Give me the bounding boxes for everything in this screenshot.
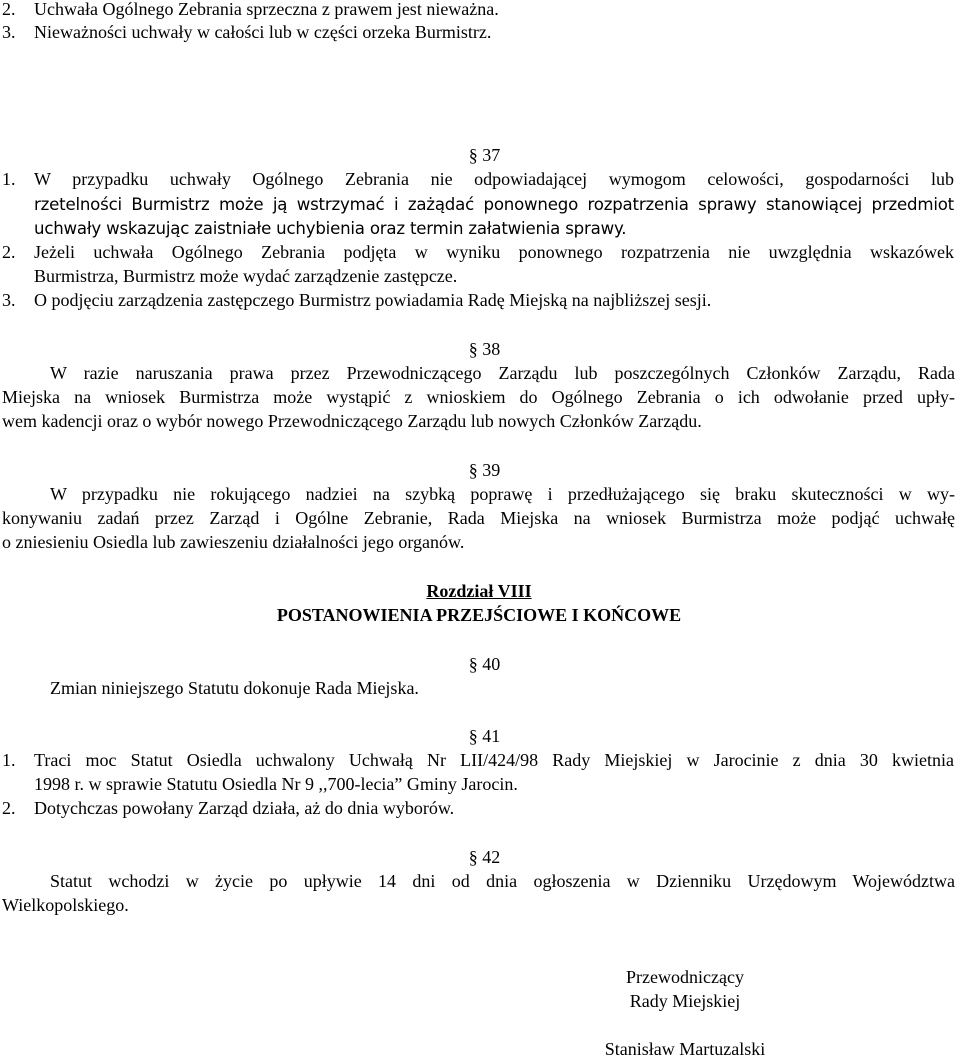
list-text: Dotychczas powołany Zarząd działa, aż do dnia wyborów. xyxy=(34,798,455,818)
section-heading-40 xyxy=(0,653,958,676)
list-text: W przypadku uchwały Ogólnego Zebrania nie odpowiadającej wymogom celowości, gospodarności lub xyxy=(34,169,954,189)
s38-line-2: Miejska na wniosek Burmistrza może wystąpić z wnioskiem do Ogólnego Zebrania o ich odwołanie przed upły- xyxy=(2,387,955,407)
section-number: 39 xyxy=(482,460,501,480)
section-number: 42 xyxy=(482,847,501,867)
list-text: 1998 r. w sprawie Statutu Osiedla Nr 9 ,,700-lecia” Gminy Jarocin. xyxy=(34,774,518,794)
section-sign: § xyxy=(468,726,478,746)
s39-line-2: konywaniu zadań przez Zarząd i Ogólne Zebranie, Rada Miejska na wniosek Burmistrza może podjąć uchwałę xyxy=(2,508,955,528)
chapter-title: Rozdział VIII xyxy=(426,581,532,601)
s38-line-3: wem kadencji oraz o wybór nowego Przewodniczącego Zarządu lub nowych Członków Zarządu. xyxy=(2,411,702,431)
section-sign: § xyxy=(468,145,478,165)
section-number: 38 xyxy=(482,339,501,359)
section-number: 41 xyxy=(482,726,501,746)
section-heading-38 xyxy=(0,338,958,361)
list-text: Burmistrza, Burmistrz może wydać zarządzenie zastępcze. xyxy=(34,266,458,286)
list-number: 2. xyxy=(2,242,16,262)
list-text: rzetelności Burmistrz może ją wstrzymać i zażądać ponownego rozpatrzenia sprawy stanowiącej przedmiot xyxy=(34,195,954,214)
list-text: Uchwała Ogólnego Zebrania sprzeczna z prawem jest nieważna. xyxy=(34,0,499,19)
list-number: 2. xyxy=(2,798,16,818)
signature-name: Stanisław Martuzalski xyxy=(604,1039,766,1059)
s39-line-3: o zniesieniu Osiedla lub zawieszeniu działalności jego organów. xyxy=(2,532,465,552)
section-sign: § xyxy=(468,654,478,674)
section-number: 40 xyxy=(482,654,501,674)
list-text: Traci moc Statut Osiedla uchwalony Uchwałą Nr LII/424/98 Rady Miejskiej w Jarocinie z dnia 30 kwietnia xyxy=(34,750,954,770)
signature-role-line-2: Rady Miejskiej xyxy=(629,991,741,1011)
s42-line-1: Statut wchodzi w życie po upływie 14 dni od dnia ogłoszenia w Dzienniku Urzędowym Województwa xyxy=(50,871,955,891)
section-sign: § xyxy=(468,339,478,359)
list-number: 3. xyxy=(2,290,16,310)
section-heading-41 xyxy=(0,725,958,748)
section-heading-37 xyxy=(0,144,958,167)
s38-line-1: W razie naruszania prawa przez Przewodniczącego Zarządu lub poszczególnych Członków Zarządu, Rada xyxy=(50,363,955,383)
s39-line-1: W przypadku nie rokującego nadziei na szybką poprawę i przedłużającego się braku skuteczności w wy- xyxy=(50,484,955,504)
section-sign: § xyxy=(468,460,478,480)
list-number: 1. xyxy=(2,750,16,770)
list-number: 1. xyxy=(2,169,16,189)
list-text: uchwały wskazując zaistniałe uchybienia oraz termin załatwienia sprawy. xyxy=(34,219,627,238)
list-text: Jeżeli uchwała Ogólnego Zebrania podjęta w wyniku ponownego rozpatrzenia nie uwzględnia wskazówek xyxy=(34,242,954,262)
s40-text: Zmian niniejszego Statutu dokonuje Rada Miejska. xyxy=(50,678,419,698)
section-sign: § xyxy=(468,847,478,867)
list-text: O podjęciu zarządzenia zastępczego Burmistrz powiadamia Radę Miejską na najbliższej sesji. xyxy=(34,290,712,310)
list-number: 2. xyxy=(2,0,16,19)
section-number: 37 xyxy=(482,145,501,165)
list-number: 3. xyxy=(2,22,16,42)
chapter-subtitle: POSTANOWIENIA PRZEJŚCIOWE I KOŃCOWE xyxy=(276,605,682,625)
list-text: Nieważności uchwały w całości lub w części orzeka Burmistrz. xyxy=(34,22,492,42)
s42-line-2: Wielkopolskiego. xyxy=(2,895,129,915)
signature-role-line-1: Przewodniczący xyxy=(626,967,744,987)
section-heading-39 xyxy=(0,459,958,482)
section-heading-42 xyxy=(0,846,958,869)
